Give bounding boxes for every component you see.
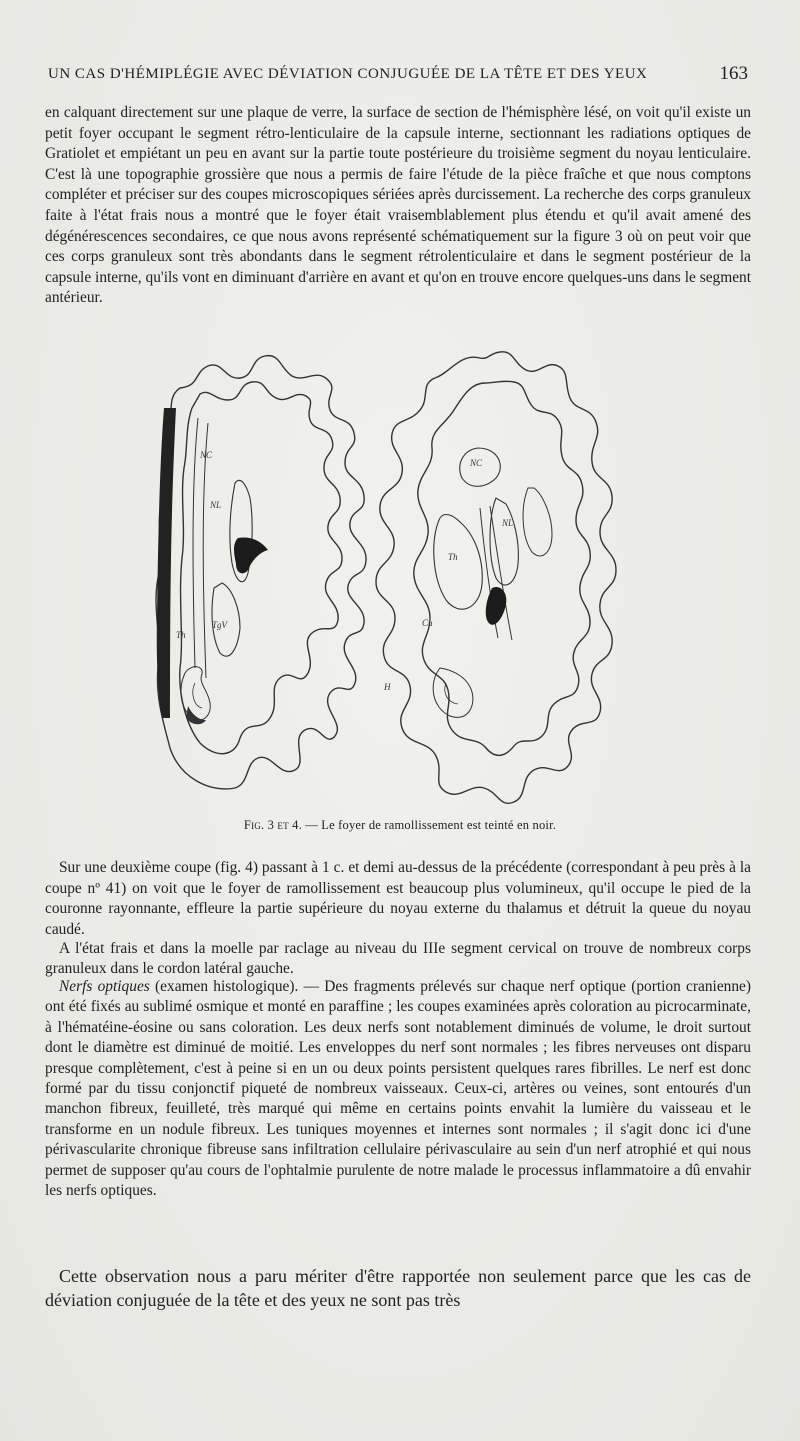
page-number: 163 — [719, 63, 748, 84]
paragraph-4-body: (examen histologique). — Des fragments prélevés sur chaque nerf optique (portion cranienne) ont été fixés au sublimé osmique et monté en paraffine ; les coupes examinées après coloration au picrocarminate, à l'hématéine-éosine ou sans coloration. Les deux nerfs sont notablement diminués de volume, le droit surtout dont le diamètre est diminué de moitié. Les enveloppes du nerf sont normales ; les fibres nerveuses ont disparu presque complètement, c'est à peine si en un ou deux points persistent quelques rares fibrilles. Le nerf est donc formé par du tissu conjonctif piqueté de nombreux vaisseaux. Ceux-ci, artères ou veines, sont entourés d'un manchon fibreux, feuilleté, très marqué qui même en certains points envahit la lumière du vaisseau et le transforme en un nodule fibreux. Les tuniques moyennes et internes sont normales ; il s'agit donc ici d'une périvascularite chronique fibreuse sans infiltration cellulaire périvasculaire au sein d'un nerf atrophié et qui nous permet de supposer qu'au cours de l'ophtalmie purulente de notre malade le processus inflammatoire a dû envahir les nerfs optiques. — [45, 978, 751, 1200]
paragraph-4 — [45, 977, 751, 1201]
figure-caption — [0, 818, 800, 833]
fig3-label-nl: NL — [210, 500, 222, 510]
fig3-lesion-occipital — [186, 706, 206, 724]
fig3-label-nc: NC — [200, 450, 213, 460]
fig3-label-tgv: TgV — [212, 620, 228, 630]
paragraph-3: A l'état frais et dans la moelle par raclage au niveau du IIIe segment cervical on trouve de nombreux corps granuleux dans le cordon latéral gauche. — [45, 940, 751, 977]
paragraph-4-lead: Nerfs optiques — [59, 978, 150, 995]
fig4-label-cu: Cu — [422, 618, 433, 628]
paragraph-2: Sur une deuxième coupe (fig. 4) passant à 1 c. et demi au-dessus de la précédente (correspondant à peu près à la coupe nº 41) on voit que le foyer de ramollissement est beaucoup plus volumineux, qu'il occupe le pied de la couronne rayonnante, effleure la partie supérieure du noyau externe du thalamus et détruit la queue du noyau caudé. — [45, 859, 751, 938]
fig4-label-nl: NL — [502, 518, 514, 528]
fig4-lesion-focus — [486, 587, 507, 625]
brain-section-drawing — [140, 338, 660, 808]
fig3-lesion-focus — [234, 538, 268, 574]
figure-caption-text: — Le foyer de ramollissement est teinté en noir. — [301, 818, 557, 832]
fig3-section — [156, 356, 366, 789]
running-head: UN CAS D'HÉMIPLÉGIE AVEC DÉVIATION CONJUGUÉE DE LA TÊTE ET DES YEUX — [48, 66, 648, 82]
fig4-label-h: H — [384, 682, 391, 692]
paragraph-5: Cette observation nous a paru mériter d'être rapportée non seulement parce que les cas de déviation conjuguée de la tête et des yeux ne sont pas très — [45, 1266, 751, 1310]
fig3-label-th: Th — [176, 630, 186, 640]
fig4-label-th: Th — [448, 552, 458, 562]
figure-caption-label: Fig. 3 et 4. — [243, 818, 302, 832]
brain-section-figure — [140, 338, 660, 808]
fig4-label-nc: NC — [470, 458, 483, 468]
fig4-section — [376, 352, 616, 804]
fig3-lesion-strip — [157, 408, 176, 718]
paragraph-1: en calquant directement sur une plaque de verre, la surface de section de l'hémisphère lésé, on voit qu'il existe un petit foyer occupant le segment rétro-lenticulaire de la capsule interne, sectionnant les radiations optiques de Gratiolet et empiétant un peu en avant sur la partie toute postérieure du troisième segment du noyau lenticulaire. C'est là une topographie grossière que nous a permis de faire l'étude de la pièce fraîche et que nous comptons compléter et préciser sur des coupes microscopiques sériées après durcissement. La recherche des corps granuleux faite à l'état frais nous a montré que le foyer était vraisemblablement plus étendu et qu'il avait amené des dégénérescences secondaires, ce que nous avons représenté schématiquement sur la figure 3 où on peut voir que ces corps granuleux sont très abondants dans le segment rétrolenticulaire et dans le segment postérieur de la capsule interne, qu'ils vont en diminuant d'arrière en avant et qu'on en trouve encore quelques-uns dans le segment antérieur. — [45, 104, 751, 307]
